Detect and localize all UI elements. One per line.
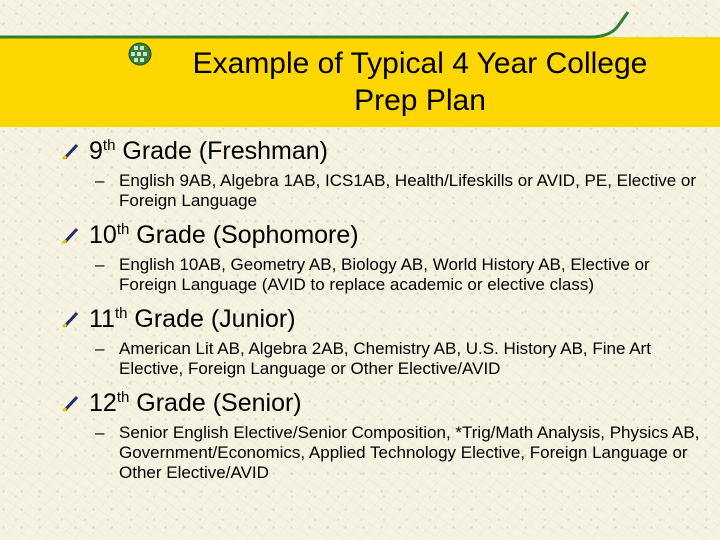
- grade-label: Grade (Junior): [127, 305, 296, 333]
- course-text: Senior English Elective/Senior Composition, *Trig/Math Analysis, Physics AB, Government/Economics, Applied Technology Elective, Foreign Language or Other Elective/AVID: [119, 423, 700, 482]
- grade-heading: [60, 388, 700, 418]
- slide-title-line-1: Example of Typical 4 Year College: [192, 47, 648, 80]
- course-list: [60, 255, 700, 295]
- grade-label: Grade (Sophomore): [129, 221, 359, 249]
- dash-bullet: –: [95, 423, 105, 442]
- grade-number: 11: [89, 305, 115, 333]
- pencil-icon: [62, 142, 80, 160]
- dash-bullet: –: [95, 339, 105, 358]
- grade-ordinal-suffix: th: [114, 305, 128, 322]
- course-text: English 9AB, Algebra 1AB, ICS1AB, Health/Lifeskills or AVID, PE, Elective or Foreign Language: [119, 171, 697, 210]
- course-list: [60, 339, 700, 379]
- grade-plan-list: [60, 136, 700, 492]
- course-text: English 10AB, Geometry AB, Biology AB, World History AB, Elective or Foreign Language (AVID to replace academic or elective class): [119, 255, 650, 294]
- course-text: American Lit AB, Algebra 2AB, Chemistry AB, U.S. History AB, Fine Art Elective, Foreign Language or Other Elective/AVID: [119, 339, 651, 378]
- grade-item-10: [60, 220, 700, 295]
- grade-ordinal-suffix: th: [116, 389, 130, 406]
- grade-label: Grade (Senior): [129, 389, 302, 417]
- pencil-icon: [62, 310, 80, 328]
- slide-title-line-2: Prep Plan: [354, 84, 486, 117]
- pencil-icon: [62, 394, 80, 412]
- grade-heading: [60, 304, 700, 334]
- grade-item-11: [60, 304, 700, 379]
- grade-heading: [60, 136, 700, 166]
- grade-number: 10: [89, 221, 117, 249]
- dash-bullet: –: [95, 171, 105, 190]
- dash-bullet: –: [95, 255, 105, 274]
- course-list: [60, 423, 700, 483]
- grade-heading: [60, 220, 700, 250]
- globe-icon: [128, 42, 152, 66]
- grade-item-12: [60, 388, 700, 483]
- grade-ordinal-suffix: th: [116, 221, 130, 238]
- grade-number: 12: [89, 389, 117, 417]
- grade-item-9: [60, 136, 700, 211]
- grade-ordinal-suffix: th: [102, 137, 116, 154]
- grade-number: 9: [89, 137, 103, 165]
- course-list: [60, 171, 700, 211]
- slide-title: [150, 45, 690, 119]
- pencil-icon: [62, 226, 80, 244]
- grade-label: Grade (Freshman): [115, 137, 328, 165]
